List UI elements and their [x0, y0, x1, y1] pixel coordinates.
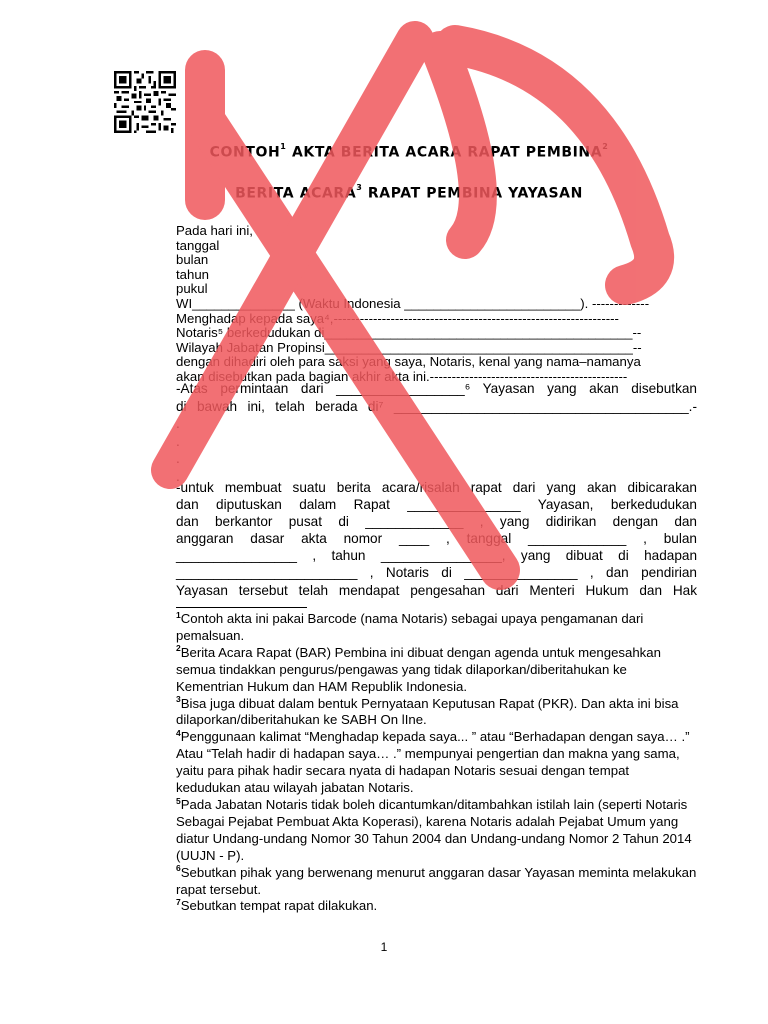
text-line: Wilayah Jabatan Propinsi__________________________________________--: [176, 340, 642, 355]
footnote-item: $^5$Pada Jabatan Notaris tidak boleh dicantumkan/ditambahkan istilah lain (seperti Notaris Sebagai Pejabat Pembuat Akta Koperasi), karena Notaris adalah Pejabat Umum yang diatur Undang-undang Nomor 30 Tahun 2004 dan Undang-undang Nomor 2 Tahun 2014 (UUJN - P).: [176, 795, 692, 863]
footnotes: [176, 611, 697, 915]
footnote-item: $^3$Bisa juga dibuat dalam bentuk Pernyataan Keputusan Rapat (PKR). Dan akta ini bisa dilaporkan/diberitahukan ke SABH On lIne.: [176, 694, 679, 728]
text-line: Notaris⁵ berkedudukan di__________________________________________--: [176, 326, 642, 341]
text-line: -untuk membuat suatu berita acara/risalah rapat dari yang akan dibicarakan: [176, 480, 697, 495]
text-line: dan berkantor pusat di _____________ , yang didirikan dengan dan: [176, 514, 697, 530]
page-number: 1: [380, 940, 388, 954]
text-line: tahun: [176, 267, 210, 282]
text-line: akan disebutkan pada bagian akhir akta ini.---------------------------------------------: [176, 369, 628, 384]
text-line: -Atas permintaan dari _________________⁶ Yayasan yang akan disebutkan: [176, 381, 697, 396]
footnote-item: $^1$Contoh akta ini pakai Barcode (nama Notaris) sebagai upaya pengamanan dari pemalsuan.: [176, 609, 644, 643]
text-line: tanggal: [176, 238, 220, 253]
text-line: dan diputuskan dalam Rapat _______________ Yayasan, berkedudukan: [176, 497, 697, 513]
text-line: ________________________ , Notaris di _______________ , dan pendirian: [176, 565, 697, 581]
dot-line: .: [176, 468, 180, 484]
dot-line: .: [176, 451, 180, 467]
text-line: anggaran dasar akta nomor ____ , tanggal _____________ , bulan: [176, 531, 697, 547]
text-line: bulan: [176, 253, 209, 268]
footnote-separator: [176, 607, 307, 609]
footnote-item: $^6$Sebutkan pihak yang berwenang menurut anggaran dasar Yayasan meminta melakukan rapat tersebut.: [176, 863, 697, 897]
dot-line: .: [176, 416, 180, 432]
qr-code-icon: [114, 71, 176, 133]
request-section: [176, 380, 697, 486]
text-line: dengan dihadiri oleh para saksi yang saya, Notaris, kenal yang nama–namanya: [176, 355, 641, 370]
document-subtitle: BERITA ACARA$^3$ RAPAT PEMBINA YAYASAN: [235, 183, 583, 202]
text-line: Pada hari ini,: [176, 224, 253, 238]
footnote-item: $^2$Berita Acara Rapat (BAR) Pembina ini dibuat dengan agenda untuk mengesahkan semua tindakkan pengurus/pengawas yang tidak dilaporkan/diberitahukan ke Kementrian Hukum dan HAM Republik Indonesia.: [176, 643, 661, 694]
text-line: Menghadap kepada saya⁴,-----------------------------------------------------------------: [176, 311, 619, 326]
footnote-item: $^4$Penggunaan kalimat “Menghadap kepada saya... ” atau “Berhadapan dengan saya… .” Atau “Telah hadir di hadapan saya… .” mempunyai pengertian dan makna yang sama, yaitu para pihak hadir secara nyata di hadapan Notaris sesuai dengan tempat kedudukan atau wilayah jabatan Notaris.: [176, 727, 690, 796]
opening-section: [176, 224, 697, 385]
footnote-item: $^7$Sebutkan tempat rapat dilakukan.: [176, 897, 378, 914]
text-line: ________________ , tahun ________________, yang dibuat di hadapan: [176, 548, 697, 564]
dot-line: .: [176, 433, 180, 449]
document-title: CONTOH$^1$ AKTA BERITA ACARA RAPAT PEMBINA$^2$: [209, 142, 609, 161]
text-line: Yayasan tersebut telah mendapat pengesahan dari Menteri Hukum dan Hak: [176, 582, 697, 598]
text-line: WI______________ (Waktu Indonesia ________________________). -------------: [176, 296, 650, 311]
text-line: di bawah ini, telah berada di⁷ _______________________________________.-: [176, 398, 697, 414]
purpose-paragraph: [176, 479, 697, 599]
text-line: pukul: [176, 282, 208, 297]
